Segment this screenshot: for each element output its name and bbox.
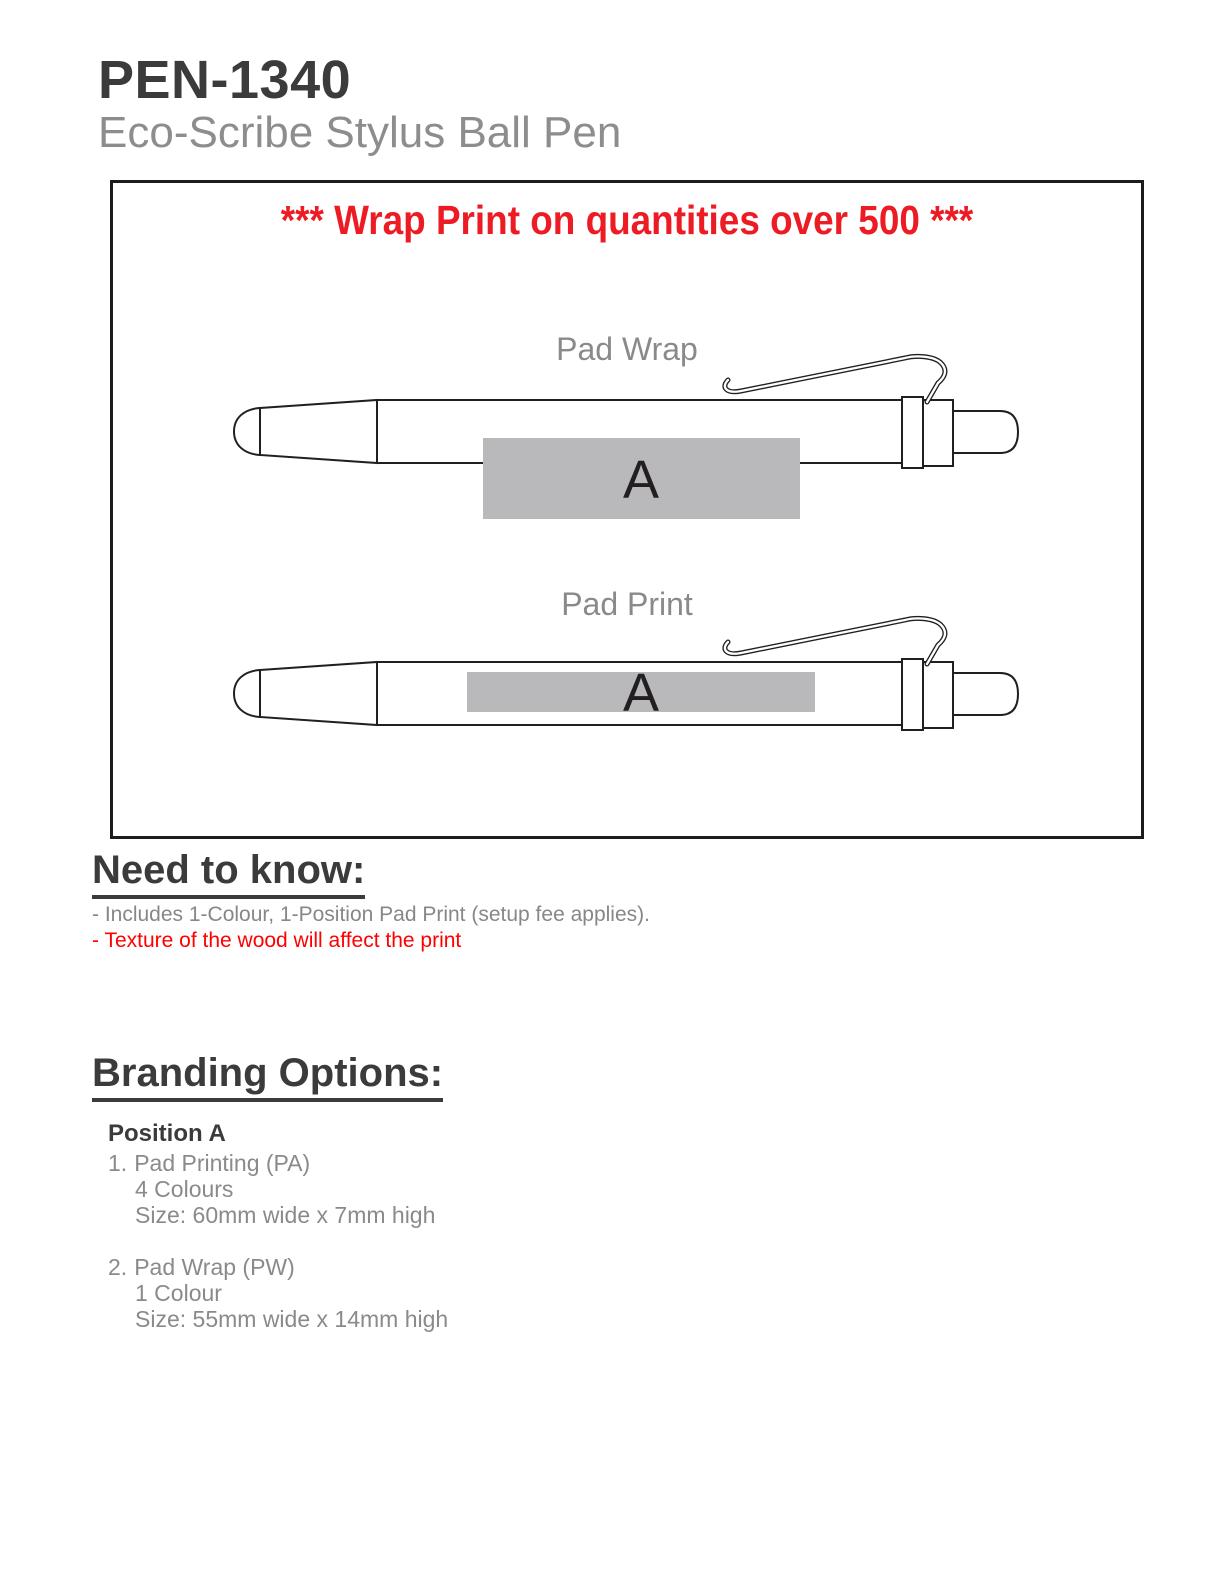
option-number: 1.	[108, 1150, 128, 1176]
need-to-know-heading: Need to know:	[92, 850, 365, 899]
pen-label-pad-print: Pad Print	[561, 586, 693, 622]
product-diagram-box	[110, 180, 1144, 839]
option-size: Size: 55mm wide x 14mm high	[135, 1306, 449, 1332]
pad-wrap-position-marker: A	[622, 450, 660, 510]
option-name: Pad Printing (PA)	[134, 1150, 311, 1176]
option-colours: 4 Colours	[135, 1176, 234, 1202]
pad-print-position-marker: A	[622, 663, 660, 723]
wrap-print-notice: *** Wrap Print on quantities over 500 ***	[280, 197, 974, 243]
need-to-know-list	[92, 902, 650, 954]
branding-option-pad-printing	[108, 1150, 448, 1228]
option-name: Pad Wrap (PW)	[134, 1254, 295, 1280]
need-to-know-item: - Includes 1-Colour, 1-Position Pad Print (setup fee applies).	[92, 903, 650, 926]
product-name: Eco-Scribe Stylus Ball Pen	[98, 108, 622, 157]
option-size: Size: 60mm wide x 7mm high	[135, 1202, 436, 1228]
pen-label-pad-wrap: Pad Wrap	[556, 331, 698, 367]
need-to-know-item-warning: - Texture of the wood will affect the print	[92, 929, 462, 952]
option-number: 2.	[108, 1254, 128, 1280]
branding-option-pad-wrap	[108, 1254, 448, 1332]
option-colours: 1 Colour	[135, 1280, 222, 1306]
branding-options-list	[108, 1150, 448, 1332]
page-title: PEN-1340	[98, 50, 352, 110]
pen-illustrations	[113, 183, 1141, 836]
position-a-label: Position A	[108, 1120, 226, 1147]
branding-options-heading: Branding Options:	[92, 1053, 443, 1102]
